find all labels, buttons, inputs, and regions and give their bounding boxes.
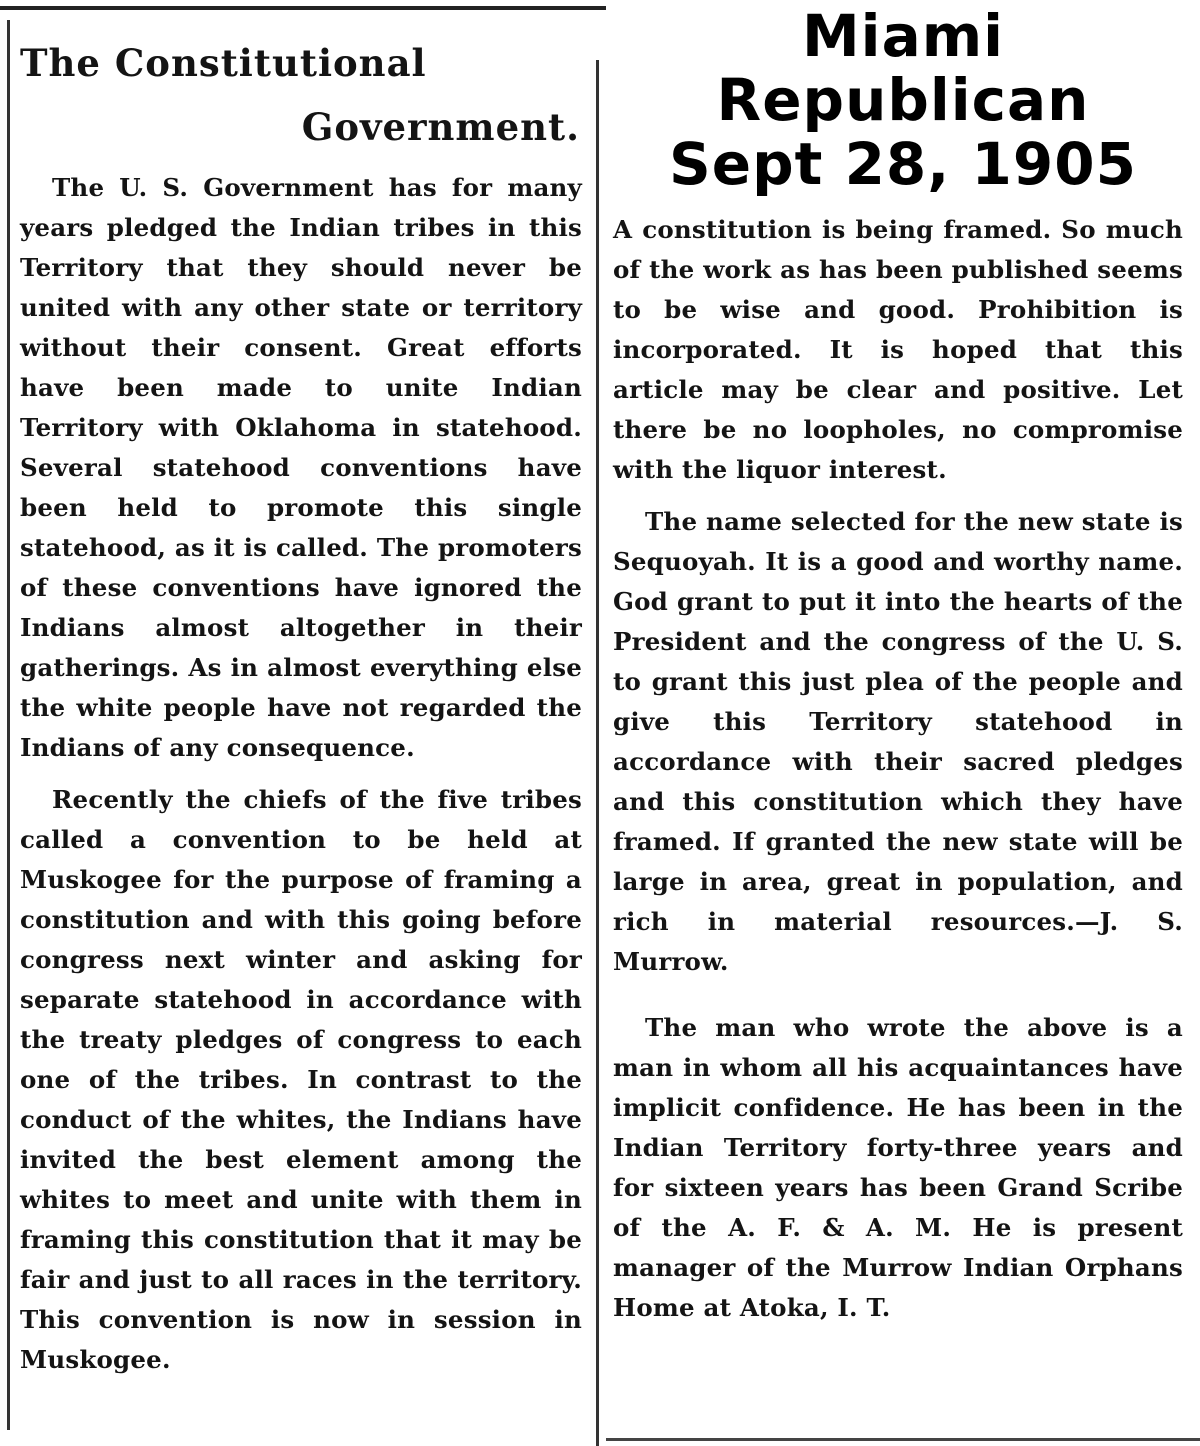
masthead-date: Sept 28, 1905 bbox=[669, 130, 1137, 198]
bottom-rule bbox=[606, 1438, 1200, 1441]
article-paragraph-2: Recently the chiefs of the five tribes called a convention to be held at Muskogee for the purpose of framing a constitution and with this going before congress next winter and asking for separate statehood in accordance with the treaty pledges of congress to each one of the tribes. In contrast to the conduct of the whites, the Indians have invited the best element among the whites to meet and unite with them in framing this constitution that it may be fair and just to all races in the territory. This convention is now in session in Muskogee. bbox=[20, 785, 582, 1374]
masthead-paper-name-line1: Miami bbox=[801, 2, 1005, 70]
left-border-rule bbox=[7, 20, 10, 1430]
top-rule bbox=[0, 6, 606, 10]
left-column bbox=[20, 40, 582, 1380]
article-paragraph-3: A constitution is being framed. So much of the work as has been published seems to be wise and good. Prohibition is incorporated. It is hoped that this article may be clear and positive. Let there be no loopholes, no compromise with the liquor interest. bbox=[613, 215, 1183, 484]
masthead bbox=[606, 0, 1200, 196]
left-column-body bbox=[20, 168, 582, 1380]
masthead-paper-name-line2: Republican bbox=[716, 66, 1090, 134]
headline-line1: The Constitutional bbox=[20, 41, 427, 85]
headline-line2: Government. bbox=[301, 105, 580, 149]
article-paragraph-4: The name selected for the new state is Sequoyah. It is a good and worthy name. God grant to put it into the hearts of the President and the congress of the U. S. to grant this just plea of the people and give this Territory statehood in accordance with their sacred pledges and this constitution which they have framed. If granted the new state will be large in area, great in population, and rich in material resources.—J. S. Murrow. bbox=[613, 507, 1183, 976]
editor-note-paragraph: The man who wrote the above is a man in whom all his acquaintances have implicit confidence. He has been in the Indian Territory forty-three years and for sixteen years has been Grand Scribe of the A. F. & A. M. He is present manager of the Murrow Indian Orphans Home at Atoka, I. T. bbox=[613, 1013, 1183, 1322]
right-column bbox=[613, 210, 1183, 1328]
column-divider-rule bbox=[596, 60, 599, 1446]
article-paragraph-1: The U. S. Government has for many years pledged the Indian tribes in this Territory that they should never be united with any other state or territory without their consent. Great efforts have been made to unite Indian Territory with Oklahoma in statehood. Several statehood conventions have been held to promote this single statehood, as it is called. The promoters of these conventions have ignored the Indians almost altogether in their gatherings. As in almost everything else the white people have not regarded the Indians of any consequence. bbox=[20, 173, 582, 762]
